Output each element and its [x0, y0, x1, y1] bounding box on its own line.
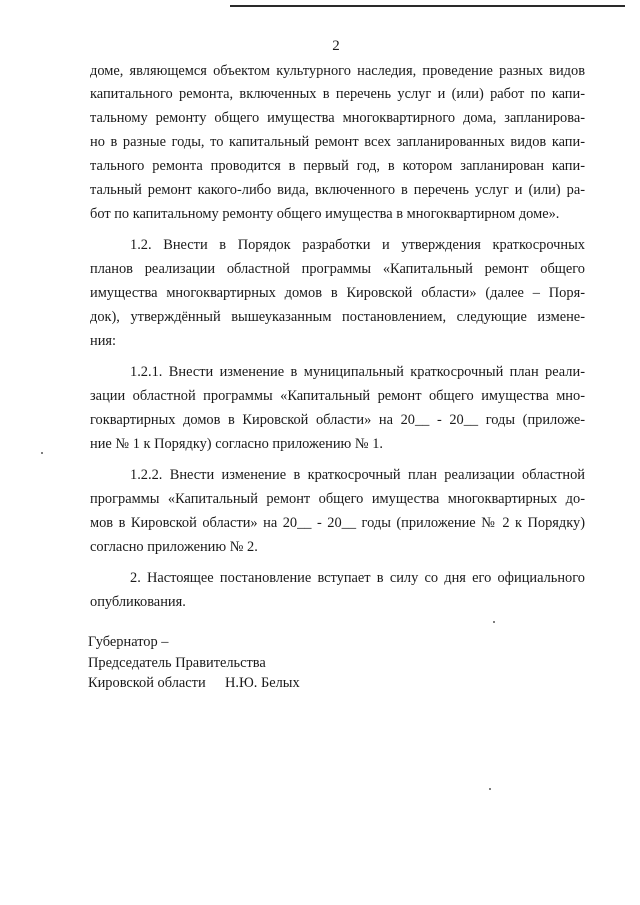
text-line: ния: [90, 333, 117, 349]
signature-position: Председатель Правительства [88, 655, 266, 671]
text-line: бот по капитальному ремонту общего имущества в многоквартирном доме». [90, 206, 560, 222]
text-line: капитального ремонта, включенных в перечень услуг и (или) работ по капи- [90, 86, 585, 102]
text-line: док), утверждённый вышеуказанным постановлением, следующие измене- [90, 309, 585, 325]
text-line: но в разные годы, то капитальный ремонт всех запланированных видов капи- [90, 134, 585, 150]
text-line: 1.2.1. Внести изменение в муниципальный краткосрочный план реали- [130, 364, 585, 380]
page-number: 2 [332, 38, 340, 54]
text-line: имущества многоквартирных домов в Кировской области» (далее – Поря- [90, 285, 585, 301]
text-line: планов реализации областной программы «Капитальный ремонт общего [90, 261, 585, 277]
text-line: ние № 1 к Порядку) согласно приложению № 1. [90, 436, 384, 452]
text-line: гоквартирных домов в Кировской области» на 20__ - 20__ годы (приложе- [90, 412, 585, 428]
signature-organization: Кировской области [88, 675, 206, 691]
text-line: тальный ремонт какого-либо вида, включенного в перечень услуг и (или) ра- [90, 182, 585, 198]
scan-speck [489, 788, 491, 790]
text-line: тального ремонта проводится в первый год, в котором запланирован капи- [90, 158, 585, 174]
text-line: зации областной программы «Капитальный ремонт общего имущества мно- [90, 388, 585, 404]
text-line: 1.2.2. Внести изменение в краткосрочный план реализации областной [130, 467, 585, 483]
scan-speck [41, 452, 43, 454]
text-line: мов в Кировской области» на 20__ - 20__ годы (приложение № 2 к Порядку) [90, 515, 585, 531]
text-line: программы «Капитальный ремонт общего имущества многоквартирных до- [90, 491, 585, 507]
scan-speck [493, 621, 495, 623]
text-line: согласно приложению № 2. [90, 539, 258, 555]
text-line: опубликования. [90, 594, 186, 610]
text-line: тальному ремонту общего имущества многоквартирного дома, запланирова- [90, 110, 585, 126]
text-line: доме, являющемся объектом культурного наследия, проведение разных видов [90, 63, 585, 79]
text-line: 1.2. Внести в Порядок разработки и утверждения краткосрочных [130, 237, 585, 253]
text-line: 2. Настоящее постановление вступает в силу со дня его официального [130, 570, 585, 586]
signature-name: Н.Ю. Белых [225, 675, 300, 691]
top-rule [230, 5, 625, 7]
signature-title: Губернатор – [88, 634, 169, 650]
